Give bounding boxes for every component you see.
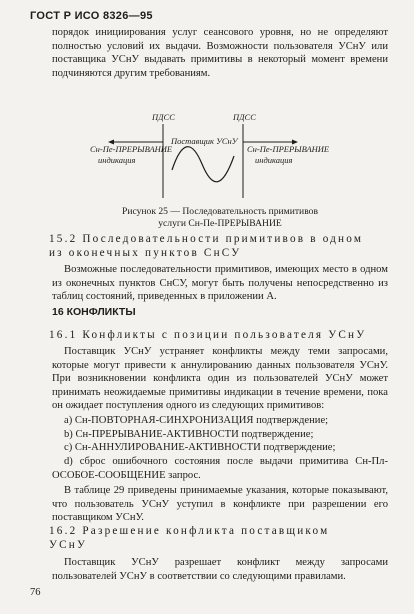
right-primitive-line2: индикация <box>255 155 293 165</box>
section-16-2-text: Поставщик УСнУ разрешает конфликт между запросами пользователей УСнУ в соответствии со следующими правилами. <box>52 557 388 582</box>
section-16-2-title-line1: 16.2 Разрешение конфликта поставщиком <box>49 525 330 537</box>
page-number: 76 <box>30 587 41 598</box>
left-primitive-line1: Сн-Пе-ПРЕРЫВАНИЕ <box>90 144 173 154</box>
section-16-1-text: Поставщик УСнУ устраняет конфликты между теми запросами, которые могут привести к аннулированию данных пользователя УСнУ. При возникновении конфликта один из пользователей УСнУ может принимать неожидаемые примитивы индикации в течение времени, пока он ожидает поступления одного из следующих примитивов: <box>52 346 388 412</box>
section-15-2-title-line2: из оконечных пунктов СнСУ <box>49 246 242 259</box>
label-right-top: ПДСС <box>233 112 256 122</box>
caption-line1: Рисунок 25 — Последовательность примитивов <box>121 206 318 217</box>
caption-line2: услуги Сн-Пе-ПРЕРЫВАНИЕ <box>158 217 282 229</box>
list-item-d: d) сброс ошибочного состояния после выдачи примитива Сн-Пл-ОСОБОЕ-СООБЩЕНИЕ запрос. <box>52 456 388 481</box>
primitive-list <box>64 414 388 455</box>
section-15-2-title <box>49 233 391 260</box>
provider-wave <box>172 147 234 182</box>
label-left-top: ПДСС <box>152 112 175 122</box>
list-item: а) Сн-ПОВТОРНАЯ-СИНХРОНИЗАЦИЯ подтверждение; <box>64 415 329 426</box>
paragraph-intro: порядок инициирования услуг сеансового уровня, но не определяют полностью условий их выдачи. Возможности пользователя УСнУ или поставщика УСнУ выдавать примитивы в некоторый момент времени подчиняются другим требованиям. <box>52 27 388 79</box>
section-15-2-text: Возможные последовательности примитивов, имеющих место в одном из оконечных пунктов СнСУ, могут быть получены непосредственно из таблиц состояний, приведенных в приложении А. <box>52 264 388 303</box>
section-15-2-title-line1: 15.2 Последовательности примитивов в одном <box>49 233 364 245</box>
list-item: b) Сн-ПРЕРЫВАНИЕ-АКТИВНОСТИ подтверждение; <box>64 428 314 440</box>
figure-caption <box>110 206 330 229</box>
section-16-1-after: В таблице 29 приведены принимаемые указания, которые показывают, что пользователь УСнУ уступил в конфликте при разрешении его поставщиком УСнУ. <box>52 485 388 524</box>
right-primitive-line1: Сн-Пе-ПРЕРЫВАНИЕ <box>247 144 330 154</box>
label-center: Поставщик УСнУ <box>171 136 238 146</box>
left-primitive-line2: индикация <box>98 155 136 165</box>
section-16-2-title-line2: УСнУ <box>49 538 88 551</box>
section-16-1-title: 16.1 Конфликты с позиции пользователя УСнУ <box>49 329 367 341</box>
list-item: с) Сн-АННУЛИРОВАНИЕ-АКТИВНОСТИ подтверждение; <box>64 442 336 454</box>
section-16-2-title <box>49 525 391 552</box>
page-header: ГОСТ Р ИСО 8326—95 <box>30 10 153 22</box>
primitive-sequence-figure <box>50 112 380 202</box>
section-16-heading: 16 КОНФЛИКТЫ <box>52 306 136 318</box>
